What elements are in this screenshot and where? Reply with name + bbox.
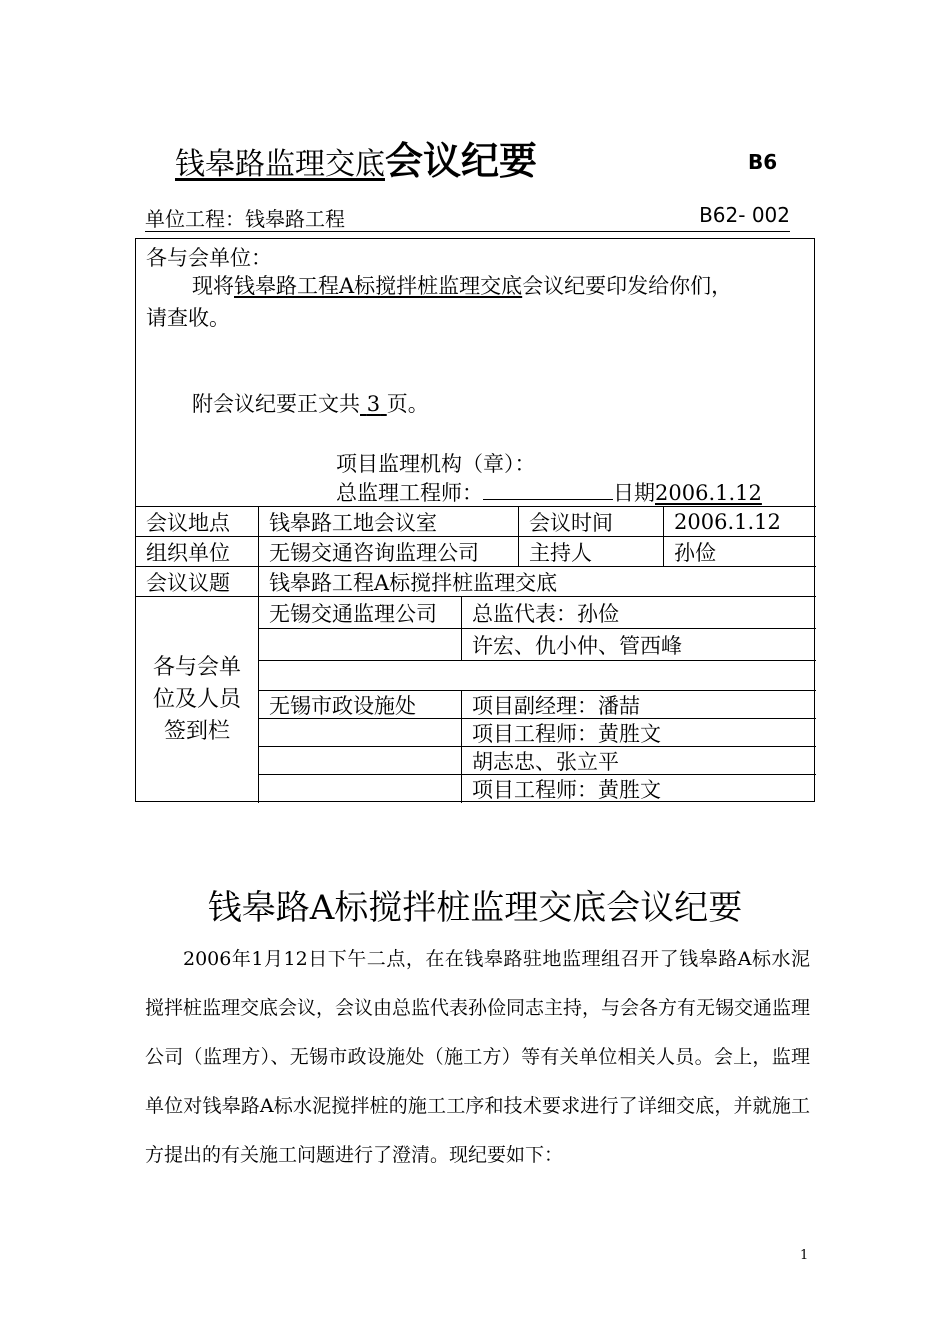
attachment-line — [192, 391, 429, 418]
signin-unit — [259, 719, 461, 746]
notice-line-2: 请查收。 — [146, 306, 230, 330]
form-code: B6 — [748, 150, 778, 174]
signin-person: 许宏、仇小仲、管西峰 — [461, 629, 816, 660]
date-label: 日期 — [613, 481, 655, 505]
table-row — [259, 691, 816, 719]
greeting: 各与会单位： — [146, 246, 272, 270]
meeting-form — [135, 238, 815, 802]
signin-unit — [259, 775, 461, 803]
attach-suffix: 页。 — [386, 392, 429, 416]
table-row — [259, 719, 816, 747]
time-label: 会议时间 — [518, 507, 663, 536]
row-org-host — [136, 537, 816, 567]
signin-label-line: 位及人员 — [152, 687, 241, 712]
host-label: 主持人 — [518, 537, 663, 566]
row-place-time — [136, 507, 816, 537]
topic-label: 会议议题 — [146, 570, 230, 595]
page-title — [175, 130, 635, 183]
attach-pages: 3 — [366, 392, 381, 416]
notice-suffix: 会议纪要印发给你们， — [522, 274, 733, 298]
signin-section — [136, 597, 816, 803]
notice-prefix: 现将 — [192, 274, 234, 298]
notice-subject: 钱皋路工程A标搅拌桩监理交底 — [234, 274, 523, 298]
org-value: 无锡交通咨询监理公司 — [258, 537, 518, 566]
table-row — [259, 747, 816, 775]
table-row — [259, 775, 816, 803]
topic-value: 钱皋路工程A标搅拌桩监理交底 — [258, 567, 816, 596]
signature-line — [336, 479, 762, 507]
signin-unit — [259, 661, 816, 690]
signin-person: 项目工程师：黄胜文 — [461, 719, 816, 746]
engineer-label: 总监理工程师： — [336, 481, 483, 505]
notice-line-1 — [192, 273, 732, 300]
signin-person: 胡志忠、张立平 — [461, 747, 816, 774]
attach-prefix: 附会议纪要正文共 — [192, 392, 360, 416]
org-label: 组织单位 — [146, 540, 230, 565]
signin-unit — [259, 629, 461, 660]
title-bold: 会议纪要 — [385, 139, 538, 183]
date-value: 2006.1.12 — [655, 481, 762, 505]
time-value: 2006.1.12 — [663, 507, 816, 536]
signin-label-line: 签到栏 — [163, 719, 230, 744]
unit-label: 单位工程：钱皋路工程 — [145, 207, 345, 231]
signin-unit: 无锡交通监理公司 — [269, 601, 437, 626]
minutes-title: 钱皋路A标搅拌桩监理交底会议纪要 — [207, 888, 743, 928]
host-value: 孙俭 — [663, 537, 816, 566]
minutes-paragraph: 2006年1月12日下午二点，在在钱皋路驻地监理组召开了钱皋路A标水泥搅拌桩监理交底会议，会议由总监代表孙俭同志主持，与会各方有无锡交通监理公司（监理方）、无锡市政设施处（施工方）等有关单位相关人员。会上，监理单位对钱皋路A标水泥搅拌桩的施工工序和技术要求进行了详细交底，并就施工方提出的有关施工问题进行了澄清。现纪要如下： — [145, 948, 811, 1166]
place-value: 钱皋路工地会议室 — [258, 507, 518, 536]
table-row — [259, 629, 816, 661]
signin-person: 项目副经理：潘喆 — [461, 691, 816, 718]
signin-label — [136, 597, 258, 803]
org-stamp: 项目监理机构（章）： — [336, 452, 536, 476]
signin-unit — [259, 747, 461, 774]
signin-unit: 无锡市政设施处 — [269, 693, 416, 718]
table-row — [259, 597, 816, 629]
table-row — [259, 661, 816, 691]
page-number: 1 — [800, 1248, 809, 1263]
signin-person: 总监代表：孙俭 — [461, 597, 816, 628]
signin-person: 项目工程师：黄胜文 — [461, 775, 816, 803]
notice-section — [136, 239, 816, 507]
signin-table — [258, 597, 816, 803]
signature-blank — [483, 479, 613, 500]
unit-line — [145, 203, 790, 232]
signin-label-line: 各与会单 — [152, 655, 241, 680]
doc-number: B62- 002 — [699, 203, 790, 227]
title-underlined: 钱皋路监理交底 — [175, 147, 385, 182]
place-label: 会议地点 — [146, 510, 230, 535]
row-topic — [136, 567, 816, 597]
